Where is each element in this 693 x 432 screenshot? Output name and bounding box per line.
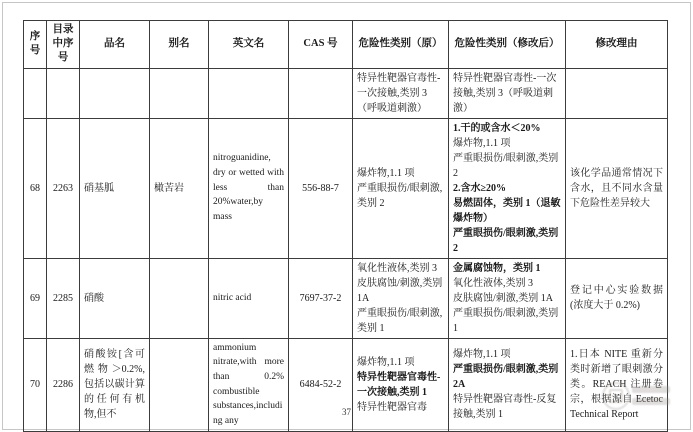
cell-catalog-no — [47, 68, 80, 118]
hazard-item: 特异性靶器官毒性-一次接触,类别 1 — [357, 371, 441, 398]
cell-hazard-original — [353, 118, 449, 258]
hazard-item: 2.含水≥20% — [453, 182, 506, 194]
hazard-item: 严重眼损伤/眼刺激,类别 1 — [453, 307, 559, 334]
cell-alias — [150, 258, 209, 338]
hazard-item: 特异性靶器官毒 — [357, 401, 427, 413]
cell-alias — [150, 338, 209, 431]
col-header-cas-no: CAS 号 — [289, 21, 353, 69]
hazard-item: 特异性靶器官毒性-反复接触,类别 1 — [453, 394, 557, 421]
cell-hazard-original — [353, 68, 449, 118]
hazard-item: 皮肤腐蚀/刺激,类别 1A — [357, 277, 443, 304]
hazard-reclassification-table — [23, 20, 668, 432]
col-header-english-name: 英文名 — [209, 21, 289, 69]
hazard-item: 严重眼损伤/眼刺激,类别 2 — [453, 152, 559, 179]
hazard-item: 皮肤腐蚀/刺激,类别 1A — [453, 292, 553, 304]
table-body — [24, 68, 668, 431]
hazard-item: 爆炸物,1.1 项 — [357, 356, 415, 368]
cell-name: 硝酸 — [80, 258, 150, 338]
hazard-item: 严重眼损伤/眼刺激,类别 2A — [453, 364, 559, 391]
hazard-item: 严重眼损伤/眼刺激,类别 2 — [453, 227, 559, 254]
cell-reason — [566, 258, 668, 338]
hazard-item: 爆炸物,1.1 项 — [453, 349, 511, 361]
hazard-item: 特异性靶器官毒性-一次接触,类别 3（呼吸道刺激） — [453, 72, 557, 114]
cell-english-name — [209, 68, 289, 118]
hazard-item: 严重眼损伤/眼刺激,类别 2 — [357, 182, 443, 209]
cell-name: 硝基胍 — [80, 118, 150, 258]
cell-hazard-revised — [449, 118, 566, 258]
cell-name: 硝酸铵[含可燃物＞0.2%,包括以碳计算的任何有机物,但不 — [80, 338, 150, 431]
hazard-item: 该化学品通常情况下含水，且不同水含量下危险性差异较大 — [570, 167, 663, 209]
cell-hazard-revised — [449, 338, 566, 431]
hazard-item: 1.日本 NITE 重新分类时新增了眼刺激分类。REACH 注册卷宗，根据源自 Ecetoc Technical Report — [570, 349, 663, 421]
cell-alias: 橄苦岩 — [150, 118, 209, 258]
cell-hazard-revised — [449, 258, 566, 338]
hazard-item: 金属腐蚀物，类别 1 — [453, 262, 541, 274]
cell-hazard-original — [353, 258, 449, 338]
cell-seq: 69 — [24, 258, 47, 338]
cell-english-name: nitric acid — [209, 258, 289, 338]
cell-english-name: nitroguanidine, dry or wetted with less than 20%water,by mass — [209, 118, 289, 258]
hazard-item: 易燃固体，类别 1（退敏爆炸物） — [453, 197, 561, 224]
table-row — [24, 258, 668, 338]
cell-reason — [566, 68, 668, 118]
cell-catalog-no: 2263 — [47, 118, 80, 258]
col-header-name: 品名 — [80, 21, 150, 69]
col-header-alias: 别名 — [150, 21, 209, 69]
cell-alias — [150, 68, 209, 118]
cell-cas-no — [289, 68, 353, 118]
hazard-item: 特异性靶器官毒性-一次接触,类别 3（呼吸道刺激） — [357, 72, 441, 114]
cell-name — [80, 68, 150, 118]
cell-seq — [24, 68, 47, 118]
cell-reason — [566, 118, 668, 258]
cell-seq: 68 — [24, 118, 47, 258]
hazard-item: 爆炸物,1.1 项 — [453, 137, 511, 149]
col-header-seq: 序号 — [24, 21, 47, 69]
cell-hazard-revised — [449, 68, 566, 118]
cell-catalog-no: 2286 — [47, 338, 80, 431]
cell-english-name: ammonium nitrate,with more than 0.2% combustible substances,including any — [209, 338, 289, 431]
cell-catalog-no: 2285 — [47, 258, 80, 338]
table-row — [24, 118, 668, 258]
table-row — [24, 338, 668, 431]
hazard-item: 1.干的或含水＜20% — [453, 122, 541, 134]
table-header — [24, 21, 668, 69]
cell-cas-no: 556-88-7 — [289, 118, 353, 258]
table-row — [24, 68, 668, 118]
hazard-item: 爆炸物,1.1 项 — [357, 167, 415, 179]
hazard-item: 氧化性液体,类别 3 — [357, 262, 437, 274]
cell-hazard-original — [353, 338, 449, 431]
cell-cas-no: 6484-52-2 — [289, 338, 353, 431]
hazard-item: 严重眼损伤/眼刺激,类别 1 — [357, 307, 443, 334]
header-row — [24, 21, 668, 69]
cell-reason — [566, 338, 668, 431]
hazard-item: 氧化性液体,类别 3 — [453, 277, 533, 289]
cell-cas-no: 7697-37-2 — [289, 258, 353, 338]
col-header-hazard-original: 危险性类别（原） — [353, 21, 449, 69]
page-number: 37 — [342, 407, 351, 417]
col-header-hazard-revised: 危险性类别（修改后） — [449, 21, 566, 69]
hazard-item: 登记中心实验数据(浓度大于 0.2%) — [570, 285, 663, 312]
cell-seq: 70 — [24, 338, 47, 431]
col-header-reason: 修改理由 — [566, 21, 668, 69]
col-header-catalog-no: 目录中序号 — [47, 21, 80, 69]
